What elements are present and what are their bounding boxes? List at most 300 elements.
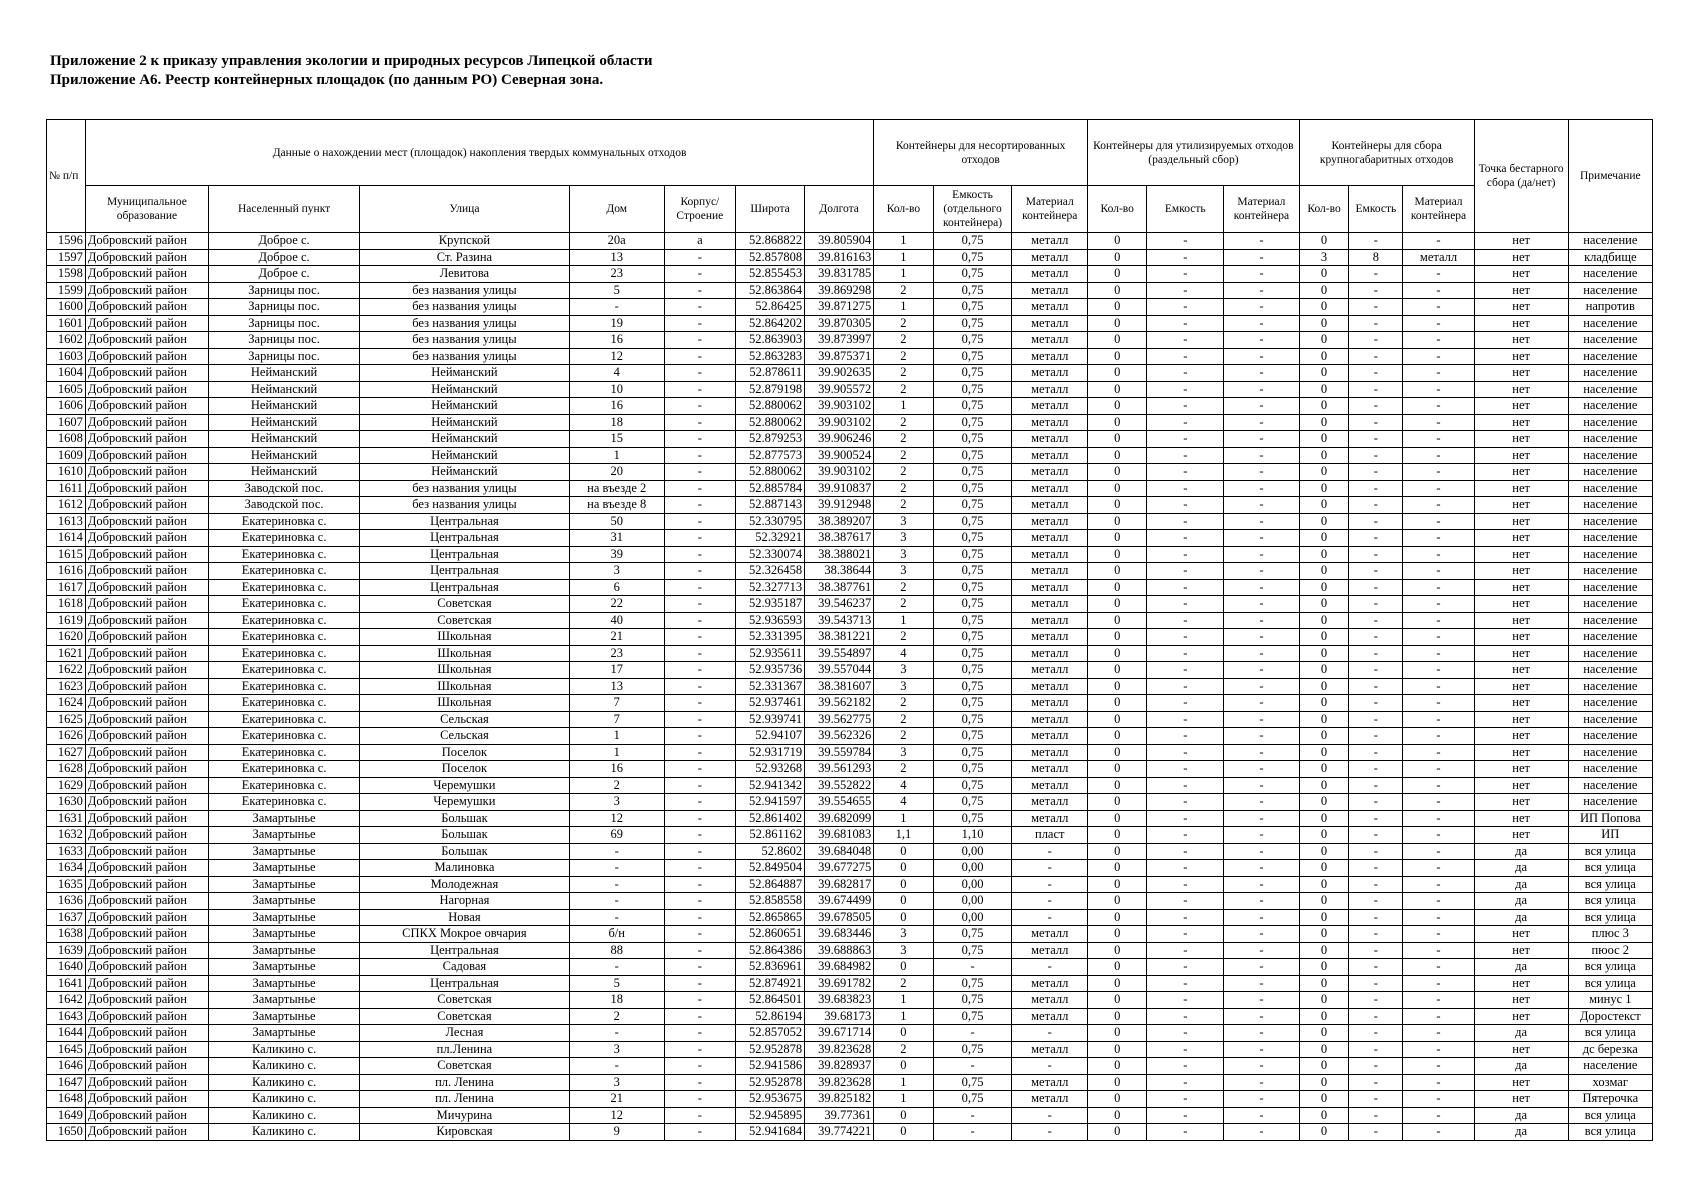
- cell-bulky-capacity: -: [1349, 876, 1403, 893]
- cell-bulky-material: -: [1403, 348, 1474, 365]
- cell-longitude: 39.906246: [805, 431, 874, 448]
- cell-latitude: 52.941586: [735, 1058, 804, 1075]
- cell-free-collection-point: нет: [1474, 777, 1568, 794]
- table-row: [47, 431, 1653, 448]
- cell-recycle-count: 0: [1088, 761, 1147, 778]
- cell-house: 20а: [569, 233, 664, 250]
- cell-bulky-capacity: -: [1349, 695, 1403, 712]
- cell-recycle-material: -: [1224, 777, 1300, 794]
- cell-unsorted-count: 3: [874, 662, 933, 679]
- cell-unsorted-material: металл: [1012, 497, 1088, 514]
- cell-street: Советская: [360, 1008, 570, 1025]
- cell-street: Большак: [360, 810, 570, 827]
- cell-recycle-capacity: -: [1147, 1074, 1224, 1091]
- cell-bulky-material: -: [1403, 1124, 1474, 1141]
- cell-bulky-count: 0: [1299, 266, 1349, 283]
- cell-longitude: 39.543713: [805, 612, 874, 629]
- cell-building: -: [664, 1124, 735, 1141]
- cell-row-num: 1646: [47, 1058, 86, 1075]
- cell-latitude: 52.94107: [735, 728, 804, 745]
- cell-street: Центральная: [360, 513, 570, 530]
- cell-unsorted-capacity: 0,00: [933, 860, 1012, 877]
- cell-recycle-material: -: [1224, 942, 1300, 959]
- cell-settlement: Замартынье: [208, 942, 359, 959]
- cell-municipality: Добровский район: [85, 909, 208, 926]
- cell-municipality: Добровский район: [85, 381, 208, 398]
- cell-street: Лесная: [360, 1025, 570, 1042]
- cell-free-collection-point: нет: [1474, 612, 1568, 629]
- cell-house: 17: [569, 662, 664, 679]
- cell-bulky-capacity: -: [1349, 497, 1403, 514]
- cell-street: без названия улицы: [360, 315, 570, 332]
- cell-recycle-capacity: -: [1147, 398, 1224, 415]
- cell-recycle-capacity: -: [1147, 596, 1224, 613]
- cell-note: плюс 3: [1568, 926, 1652, 943]
- cell-bulky-capacity: -: [1349, 1041, 1403, 1058]
- cell-free-collection-point: нет: [1474, 381, 1568, 398]
- cell-latitude: 52.878611: [735, 365, 804, 382]
- cell-recycle-material: -: [1224, 365, 1300, 382]
- cell-row-num: 1610: [47, 464, 86, 481]
- cell-note: население: [1568, 596, 1652, 613]
- cell-recycle-capacity: -: [1147, 744, 1224, 761]
- cell-latitude: 52.864501: [735, 992, 804, 1009]
- cell-unsorted-capacity: 0,75: [933, 332, 1012, 349]
- cell-unsorted-capacity: -: [933, 1025, 1012, 1042]
- cell-free-collection-point: нет: [1474, 365, 1568, 382]
- cell-settlement: Екатериновка с.: [208, 546, 359, 563]
- col-num-header: № п/п: [47, 120, 86, 233]
- cell-longitude: 39.910837: [805, 480, 874, 497]
- cell-longitude: 39.823628: [805, 1041, 874, 1058]
- table-row: [47, 926, 1653, 943]
- cell-latitude: 52.868822: [735, 233, 804, 250]
- cell-latitude: 52.86194: [735, 1008, 804, 1025]
- cell-building: -: [664, 612, 735, 629]
- cell-unsorted-material: металл: [1012, 332, 1088, 349]
- cell-note: Доростекст: [1568, 1008, 1652, 1025]
- cell-recycle-material: -: [1224, 480, 1300, 497]
- cell-bulky-count: 0: [1299, 1058, 1349, 1075]
- table-row: [47, 1074, 1653, 1091]
- cell-recycle-material: -: [1224, 612, 1300, 629]
- cell-unsorted-count: 3: [874, 678, 933, 695]
- cell-unsorted-capacity: 0,00: [933, 843, 1012, 860]
- cell-longitude: 38.381221: [805, 629, 874, 646]
- cell-recycle-capacity: -: [1147, 497, 1224, 514]
- cell-note: вся улица: [1568, 959, 1652, 976]
- cell-bulky-capacity: -: [1349, 266, 1403, 283]
- cell-bulky-count: 0: [1299, 431, 1349, 448]
- cell-street: без названия улицы: [360, 348, 570, 365]
- cell-unsorted-capacity: 0,75: [933, 645, 1012, 662]
- cell-free-collection-point: нет: [1474, 810, 1568, 827]
- cell-bulky-count: 0: [1299, 992, 1349, 1009]
- table-body: [47, 233, 1653, 1141]
- cell-recycle-capacity: -: [1147, 299, 1224, 316]
- cell-bulky-count: 0: [1299, 926, 1349, 943]
- cell-house: 13: [569, 678, 664, 695]
- cell-longitude: 39.870305: [805, 315, 874, 332]
- cell-recycle-capacity: -: [1147, 629, 1224, 646]
- cell-recycle-material: -: [1224, 398, 1300, 415]
- cell-building: -: [664, 942, 735, 959]
- cell-street: Центральная: [360, 546, 570, 563]
- cell-unsorted-count: 0: [874, 959, 933, 976]
- cell-unsorted-material: металл: [1012, 645, 1088, 662]
- cell-row-num: 1648: [47, 1091, 86, 1108]
- cell-unsorted-count: 0: [874, 1058, 933, 1075]
- cell-recycle-material: -: [1224, 629, 1300, 646]
- cell-bulky-material: -: [1403, 794, 1474, 811]
- cell-recycle-count: 0: [1088, 810, 1147, 827]
- cell-building: -: [664, 1058, 735, 1075]
- cell-note: население: [1568, 233, 1652, 250]
- cell-settlement: Каликино с.: [208, 1124, 359, 1141]
- cell-row-num: 1628: [47, 761, 86, 778]
- cell-bulky-material: -: [1403, 563, 1474, 580]
- cell-note: население: [1568, 530, 1652, 547]
- cell-recycle-capacity: -: [1147, 728, 1224, 745]
- cell-street: Левитова: [360, 266, 570, 283]
- cell-street: Центральная: [360, 530, 570, 547]
- table-row: [47, 942, 1653, 959]
- cell-bulky-count: 0: [1299, 282, 1349, 299]
- cell-street: Нагорная: [360, 893, 570, 910]
- cell-bulky-capacity: -: [1349, 414, 1403, 431]
- cell-recycle-material: -: [1224, 1091, 1300, 1108]
- cell-street: Кировская: [360, 1124, 570, 1141]
- cell-bulky-material: -: [1403, 860, 1474, 877]
- cell-unsorted-count: 0: [874, 1025, 933, 1042]
- cell-street: Поселок: [360, 744, 570, 761]
- cell-longitude: 38.387761: [805, 579, 874, 596]
- cell-unsorted-count: 1: [874, 1091, 933, 1108]
- cell-bulky-material: -: [1403, 629, 1474, 646]
- cell-row-num: 1625: [47, 711, 86, 728]
- cell-unsorted-count: 2: [874, 728, 933, 745]
- cell-building: -: [664, 299, 735, 316]
- cell-settlement: Доброе с.: [208, 249, 359, 266]
- cell-unsorted-material: металл: [1012, 810, 1088, 827]
- cell-latitude: 52.952878: [735, 1041, 804, 1058]
- cell-recycle-material: -: [1224, 678, 1300, 695]
- cell-unsorted-count: 2: [874, 761, 933, 778]
- cell-bulky-capacity: -: [1349, 777, 1403, 794]
- cell-settlement: Зарницы пос.: [208, 315, 359, 332]
- cell-house: 12: [569, 348, 664, 365]
- cell-house: 19: [569, 315, 664, 332]
- cell-house: 1: [569, 728, 664, 745]
- cell-street: Советская: [360, 596, 570, 613]
- cell-recycle-material: -: [1224, 959, 1300, 976]
- cell-recycle-capacity: -: [1147, 695, 1224, 712]
- location-group-header: Данные о нахождении мест (площадок) накопления твердых коммунальных отходов: [85, 120, 873, 186]
- cell-unsorted-material: металл: [1012, 1008, 1088, 1025]
- cell-unsorted-capacity: 0,75: [933, 497, 1012, 514]
- cell-free-collection-point: нет: [1474, 249, 1568, 266]
- cell-latitude: 52.864386: [735, 942, 804, 959]
- cell-unsorted-material: металл: [1012, 315, 1088, 332]
- cell-unsorted-capacity: 0,75: [933, 249, 1012, 266]
- cell-municipality: Добровский район: [85, 1074, 208, 1091]
- cell-bulky-count: 0: [1299, 365, 1349, 382]
- cell-recycle-capacity: -: [1147, 1124, 1224, 1141]
- cell-municipality: Добровский район: [85, 513, 208, 530]
- cell-bulky-material: -: [1403, 1091, 1474, 1108]
- cell-house: -: [569, 1025, 664, 1042]
- cell-recycle-capacity: -: [1147, 909, 1224, 926]
- cell-bulky-count: 0: [1299, 909, 1349, 926]
- cell-bulky-material: -: [1403, 266, 1474, 283]
- cell-note: минус 1: [1568, 992, 1652, 1009]
- col-b-count-header: Кол-во: [1299, 186, 1349, 233]
- table-row: [47, 1058, 1653, 1075]
- cell-municipality: Добровский район: [85, 1107, 208, 1124]
- cell-house: 2: [569, 1008, 664, 1025]
- cell-unsorted-count: 1,1: [874, 827, 933, 844]
- cell-unsorted-capacity: 0,75: [933, 282, 1012, 299]
- cell-municipality: Добровский район: [85, 662, 208, 679]
- cell-bulky-count: 0: [1299, 299, 1349, 316]
- cell-recycle-capacity: -: [1147, 810, 1224, 827]
- cell-free-collection-point: нет: [1474, 695, 1568, 712]
- cell-bulky-capacity: -: [1349, 761, 1403, 778]
- cell-bulky-material: -: [1403, 843, 1474, 860]
- cell-recycle-count: 0: [1088, 315, 1147, 332]
- cell-latitude: 52.858558: [735, 893, 804, 910]
- cell-note: население: [1568, 695, 1652, 712]
- cell-unsorted-count: 2: [874, 447, 933, 464]
- cell-street: Новая: [360, 909, 570, 926]
- cell-recycle-count: 0: [1088, 579, 1147, 596]
- cell-unsorted-material: -: [1012, 1124, 1088, 1141]
- cell-unsorted-material: металл: [1012, 662, 1088, 679]
- cell-note: население: [1568, 711, 1652, 728]
- cell-recycle-count: 0: [1088, 744, 1147, 761]
- cell-note: ИП Попова: [1568, 810, 1652, 827]
- cell-recycle-material: -: [1224, 662, 1300, 679]
- cell-house: 31: [569, 530, 664, 547]
- cell-unsorted-capacity: 0,75: [933, 480, 1012, 497]
- cell-bulky-material: -: [1403, 744, 1474, 761]
- table-row: [47, 1091, 1653, 1108]
- table-row: [47, 233, 1653, 250]
- cell-municipality: Добровский район: [85, 596, 208, 613]
- title-line-2: Приложение А6. Реестр контейнерных площадок (по данным РО) Северная зона.: [50, 72, 604, 88]
- cell-house: 15: [569, 431, 664, 448]
- cell-bulky-material: -: [1403, 315, 1474, 332]
- cell-recycle-capacity: -: [1147, 332, 1224, 349]
- cell-recycle-count: 0: [1088, 959, 1147, 976]
- cell-municipality: Добровский район: [85, 365, 208, 382]
- table-row: [47, 810, 1653, 827]
- cell-street: Нейманский: [360, 464, 570, 481]
- cell-unsorted-capacity: 0,75: [933, 711, 1012, 728]
- cell-unsorted-material: -: [1012, 1058, 1088, 1075]
- cell-recycle-count: 0: [1088, 398, 1147, 415]
- cell-note: напротив: [1568, 299, 1652, 316]
- cell-unsorted-capacity: 0,75: [933, 579, 1012, 596]
- cell-unsorted-capacity: 0,75: [933, 365, 1012, 382]
- cell-free-collection-point: нет: [1474, 447, 1568, 464]
- cell-street: Малиновка: [360, 860, 570, 877]
- cell-building: -: [664, 645, 735, 662]
- header-row-1: [47, 120, 1653, 186]
- bulky-group-header: Контейнеры для сбора крупногабаритных отходов: [1299, 120, 1474, 186]
- cell-street: СПКХ Мокрое овчария: [360, 926, 570, 943]
- registry-table: [46, 119, 1653, 1141]
- cell-bulky-capacity: -: [1349, 1058, 1403, 1075]
- cell-bulky-capacity: -: [1349, 447, 1403, 464]
- cell-bulky-count: 0: [1299, 744, 1349, 761]
- cell-municipality: Добровский район: [85, 299, 208, 316]
- cell-recycle-capacity: -: [1147, 365, 1224, 382]
- table-row: [47, 1025, 1653, 1042]
- cell-bulky-capacity: -: [1349, 711, 1403, 728]
- cell-note: население: [1568, 480, 1652, 497]
- table-row: [47, 464, 1653, 481]
- cell-settlement: Замартынье: [208, 1008, 359, 1025]
- cell-row-num: 1616: [47, 563, 86, 580]
- cell-latitude: 52.953675: [735, 1091, 804, 1108]
- cell-latitude: 52.885784: [735, 480, 804, 497]
- cell-building: -: [664, 777, 735, 794]
- cell-unsorted-count: 1: [874, 810, 933, 827]
- cell-building: -: [664, 1074, 735, 1091]
- table-row: [47, 645, 1653, 662]
- cell-house: -: [569, 909, 664, 926]
- cell-unsorted-material: -: [1012, 1025, 1088, 1042]
- cell-unsorted-material: металл: [1012, 1091, 1088, 1108]
- cell-recycle-material: -: [1224, 810, 1300, 827]
- cell-bulky-capacity: -: [1349, 629, 1403, 646]
- cell-row-num: 1623: [47, 678, 86, 695]
- cell-unsorted-material: металл: [1012, 612, 1088, 629]
- cell-building: -: [664, 975, 735, 992]
- cell-recycle-count: 0: [1088, 942, 1147, 959]
- table-row: [47, 678, 1653, 695]
- cell-longitude: 39.546237: [805, 596, 874, 613]
- cell-street: без названия улицы: [360, 299, 570, 316]
- cell-municipality: Добровский район: [85, 579, 208, 596]
- cell-bulky-material: -: [1403, 579, 1474, 596]
- col-lon-header: Долгота: [805, 186, 874, 233]
- cell-settlement: Зарницы пос.: [208, 282, 359, 299]
- cell-bulky-count: 0: [1299, 1091, 1349, 1108]
- cell-recycle-material: -: [1224, 348, 1300, 365]
- cell-free-collection-point: нет: [1474, 414, 1568, 431]
- cell-row-num: 1638: [47, 926, 86, 943]
- cell-building: -: [664, 744, 735, 761]
- cell-latitude: 52.32921: [735, 530, 804, 547]
- table-row: [47, 596, 1653, 613]
- cell-bulky-count: 0: [1299, 711, 1349, 728]
- table-row: [47, 282, 1653, 299]
- cell-unsorted-count: 0: [874, 860, 933, 877]
- cell-house: 3: [569, 794, 664, 811]
- cell-building: -: [664, 315, 735, 332]
- cell-street: Центральная: [360, 942, 570, 959]
- cell-recycle-material: -: [1224, 926, 1300, 943]
- cell-unsorted-count: 1: [874, 266, 933, 283]
- cell-free-collection-point: нет: [1474, 761, 1568, 778]
- cell-free-collection-point: нет: [1474, 942, 1568, 959]
- cell-unsorted-count: 2: [874, 464, 933, 481]
- cell-street: без названия улицы: [360, 480, 570, 497]
- cell-bulky-material: -: [1403, 282, 1474, 299]
- cell-settlement: Каликино с.: [208, 1107, 359, 1124]
- cell-bulky-material: -: [1403, 992, 1474, 1009]
- cell-unsorted-material: металл: [1012, 761, 1088, 778]
- cell-building: -: [664, 695, 735, 712]
- cell-building: -: [664, 497, 735, 514]
- cell-unsorted-material: металл: [1012, 513, 1088, 530]
- cell-house: 23: [569, 645, 664, 662]
- cell-bulky-count: 0: [1299, 1041, 1349, 1058]
- cell-unsorted-material: металл: [1012, 464, 1088, 481]
- cell-recycle-material: -: [1224, 497, 1300, 514]
- cell-settlement: Екатериновка с.: [208, 629, 359, 646]
- cell-recycle-capacity: -: [1147, 282, 1224, 299]
- cell-building: -: [664, 629, 735, 646]
- cell-settlement: Замартынье: [208, 959, 359, 976]
- cell-building: -: [664, 711, 735, 728]
- cell-note: население: [1568, 398, 1652, 415]
- cell-settlement: Екатериновка с.: [208, 777, 359, 794]
- cell-house: 4: [569, 365, 664, 382]
- cell-bulky-capacity: -: [1349, 909, 1403, 926]
- cell-recycle-capacity: -: [1147, 513, 1224, 530]
- cell-municipality: Добровский район: [85, 761, 208, 778]
- cell-unsorted-capacity: 0,75: [933, 810, 1012, 827]
- cell-row-num: 1596: [47, 233, 86, 250]
- cell-unsorted-count: 1: [874, 249, 933, 266]
- cell-bulky-capacity: -: [1349, 992, 1403, 1009]
- cell-bulky-count: 0: [1299, 1124, 1349, 1141]
- cell-note: пюос 2: [1568, 942, 1652, 959]
- cell-longitude: 39.557044: [805, 662, 874, 679]
- table-row: [47, 876, 1653, 893]
- cell-free-collection-point: да: [1474, 843, 1568, 860]
- cell-row-num: 1597: [47, 249, 86, 266]
- cell-longitude: 39.873997: [805, 332, 874, 349]
- cell-free-collection-point: нет: [1474, 794, 1568, 811]
- cell-note: население: [1568, 381, 1652, 398]
- cell-recycle-material: -: [1224, 381, 1300, 398]
- cell-longitude: 39.77361: [805, 1107, 874, 1124]
- cell-row-num: 1624: [47, 695, 86, 712]
- cell-longitude: 39.831785: [805, 266, 874, 283]
- cell-municipality: Добровский район: [85, 266, 208, 283]
- cell-municipality: Добровский район: [85, 563, 208, 580]
- cell-settlement: Замартынье: [208, 893, 359, 910]
- cell-recycle-material: -: [1224, 530, 1300, 547]
- cell-recycle-count: 0: [1088, 431, 1147, 448]
- cell-latitude: 52.939741: [735, 711, 804, 728]
- cell-unsorted-count: 2: [874, 348, 933, 365]
- cell-recycle-material: -: [1224, 1041, 1300, 1058]
- table-row: [47, 612, 1653, 629]
- cell-building: -: [664, 480, 735, 497]
- cell-street: Мичурина: [360, 1107, 570, 1124]
- cell-longitude: 39.823628: [805, 1074, 874, 1091]
- cell-row-num: 1626: [47, 728, 86, 745]
- cell-recycle-material: -: [1224, 761, 1300, 778]
- cell-row-num: 1650: [47, 1124, 86, 1141]
- cell-longitude: 38.381607: [805, 678, 874, 695]
- cell-recycle-material: -: [1224, 513, 1300, 530]
